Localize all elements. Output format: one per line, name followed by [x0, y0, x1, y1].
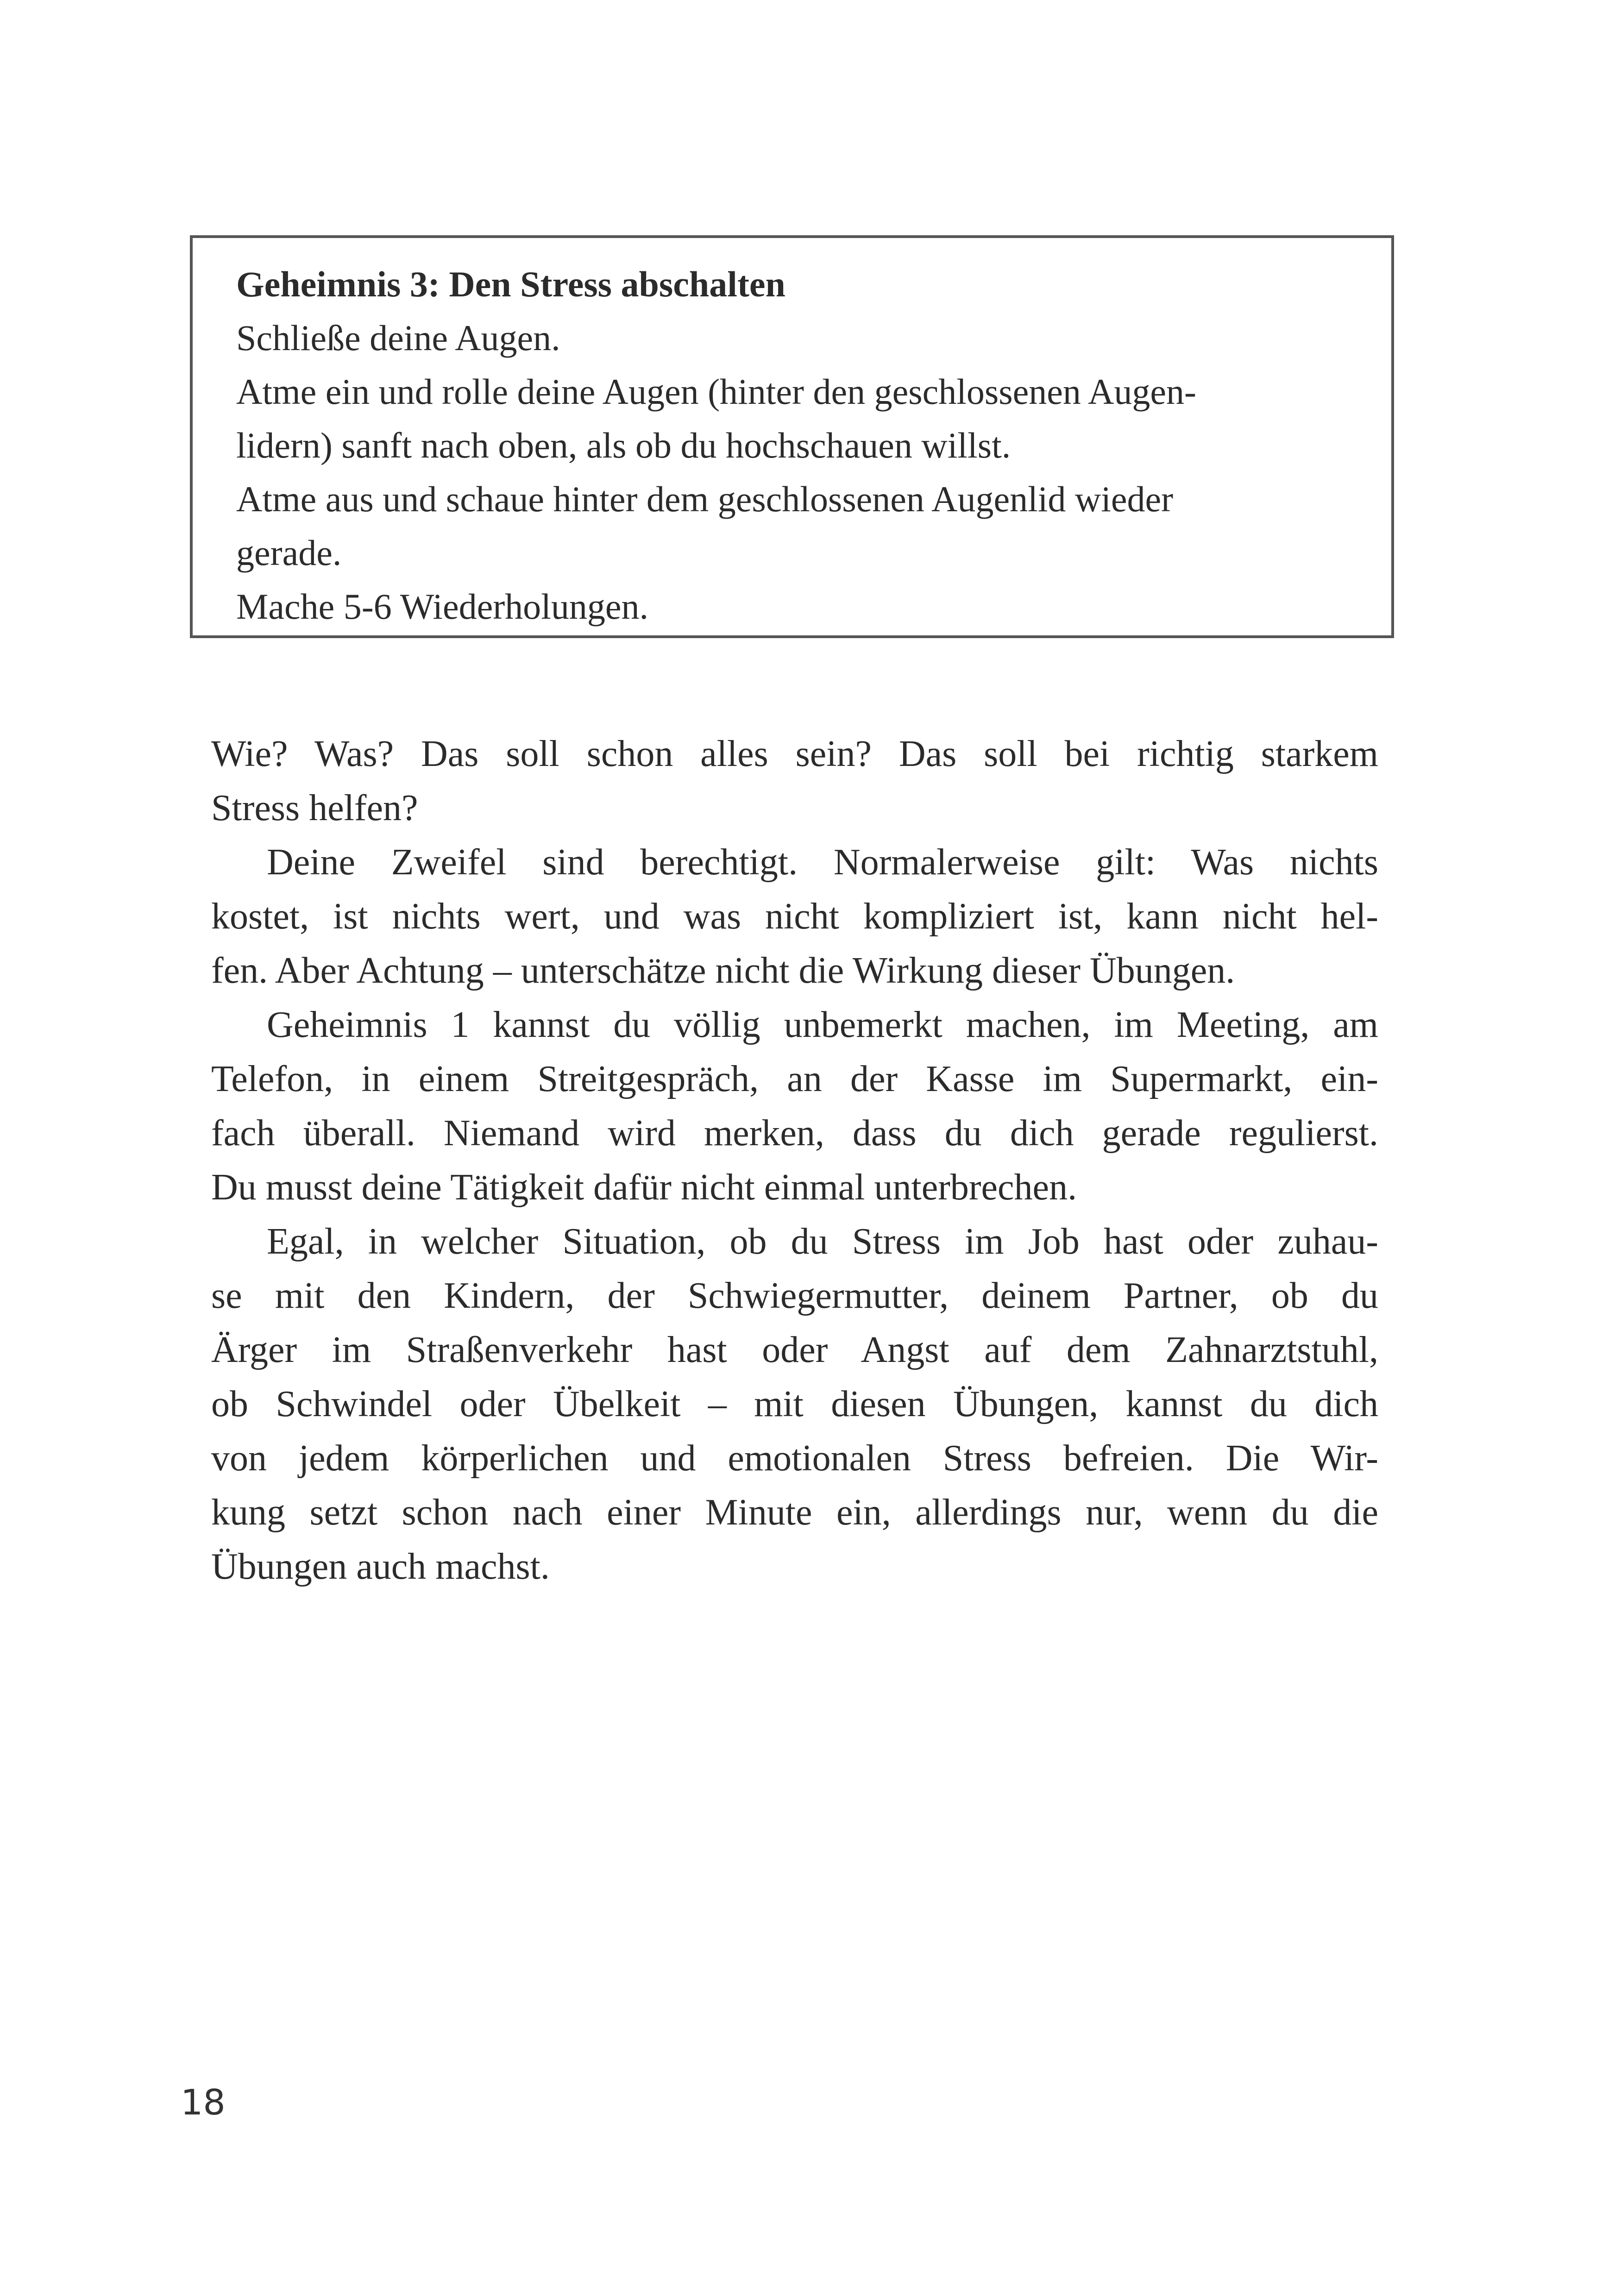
body-line: ob Schwindel oder Übelkeit – mit diesen Übungen, kannst du dich [211, 1384, 1378, 1424]
body-line: Egal, in welcher Situation, ob du Stress im Job hast oder zuhau- [267, 1221, 1378, 1262]
page-number: 18 [181, 2082, 226, 2123]
exercise-line: gerade. [236, 533, 342, 573]
exercise-line: lidern) sanft nach oben, als ob du hochschauen willst. [236, 425, 1011, 465]
body-line: Übungen auch machst. [211, 1546, 550, 1587]
body-text [211, 727, 1378, 1594]
exercise-box [190, 235, 1394, 638]
body-line: Geheimnis 1 kannst du völlig unbemerkt machen, im Meeting, am [267, 1004, 1378, 1045]
body-line: Wie? Was? Das soll schon alles sein? Das soll bei richtig starkem [211, 734, 1378, 774]
body-line: se mit den Kindern, der Schwiegermutter, deinem Partner, ob du [211, 1275, 1378, 1316]
exercise-line: Mache 5-6 Wiederholungen. [236, 586, 648, 627]
body-line: kung setzt schon nach einer Minute ein, allerdings nur, wenn du die [211, 1492, 1378, 1533]
exercise-title: Geheimnis 3: Den Stress abschalten [236, 264, 785, 304]
body-line: fen. Aber Achtung – unterschätze nicht die Wirkung dieser Übungen. [211, 950, 1235, 991]
body-line: von jedem körperlichen und emotionalen Stress befreien. Die Wir- [211, 1438, 1378, 1479]
body-line: Du musst deine Tätigkeit dafür nicht einmal unterbrechen. [211, 1167, 1077, 1208]
body-line: Deine Zweifel sind berechtigt. Normalerweise gilt: Was nichts [267, 842, 1378, 883]
body-line: kostet, ist nichts wert, und was nicht kompliziert ist, kann nicht hel- [211, 896, 1378, 937]
exercise-line: Atme aus und schaue hinter dem geschlossenen Augenlid wieder [236, 479, 1174, 519]
exercise-line: Atme ein und rolle deine Augen (hinter den geschlossenen Augen- [236, 371, 1196, 412]
body-line: Telefon, in einem Streitgespräch, an der Kasse im Supermarkt, ein- [211, 1059, 1378, 1099]
body-line: Ärger im Straßenverkehr hast oder Angst auf dem Zahnarztstuhl, [211, 1330, 1378, 1370]
body-line: Stress helfen? [211, 788, 418, 828]
exercise-line: Schließe deine Augen. [236, 318, 560, 358]
body-line: fach überall. Niemand wird merken, dass du dich gerade regulierst. [211, 1113, 1378, 1154]
